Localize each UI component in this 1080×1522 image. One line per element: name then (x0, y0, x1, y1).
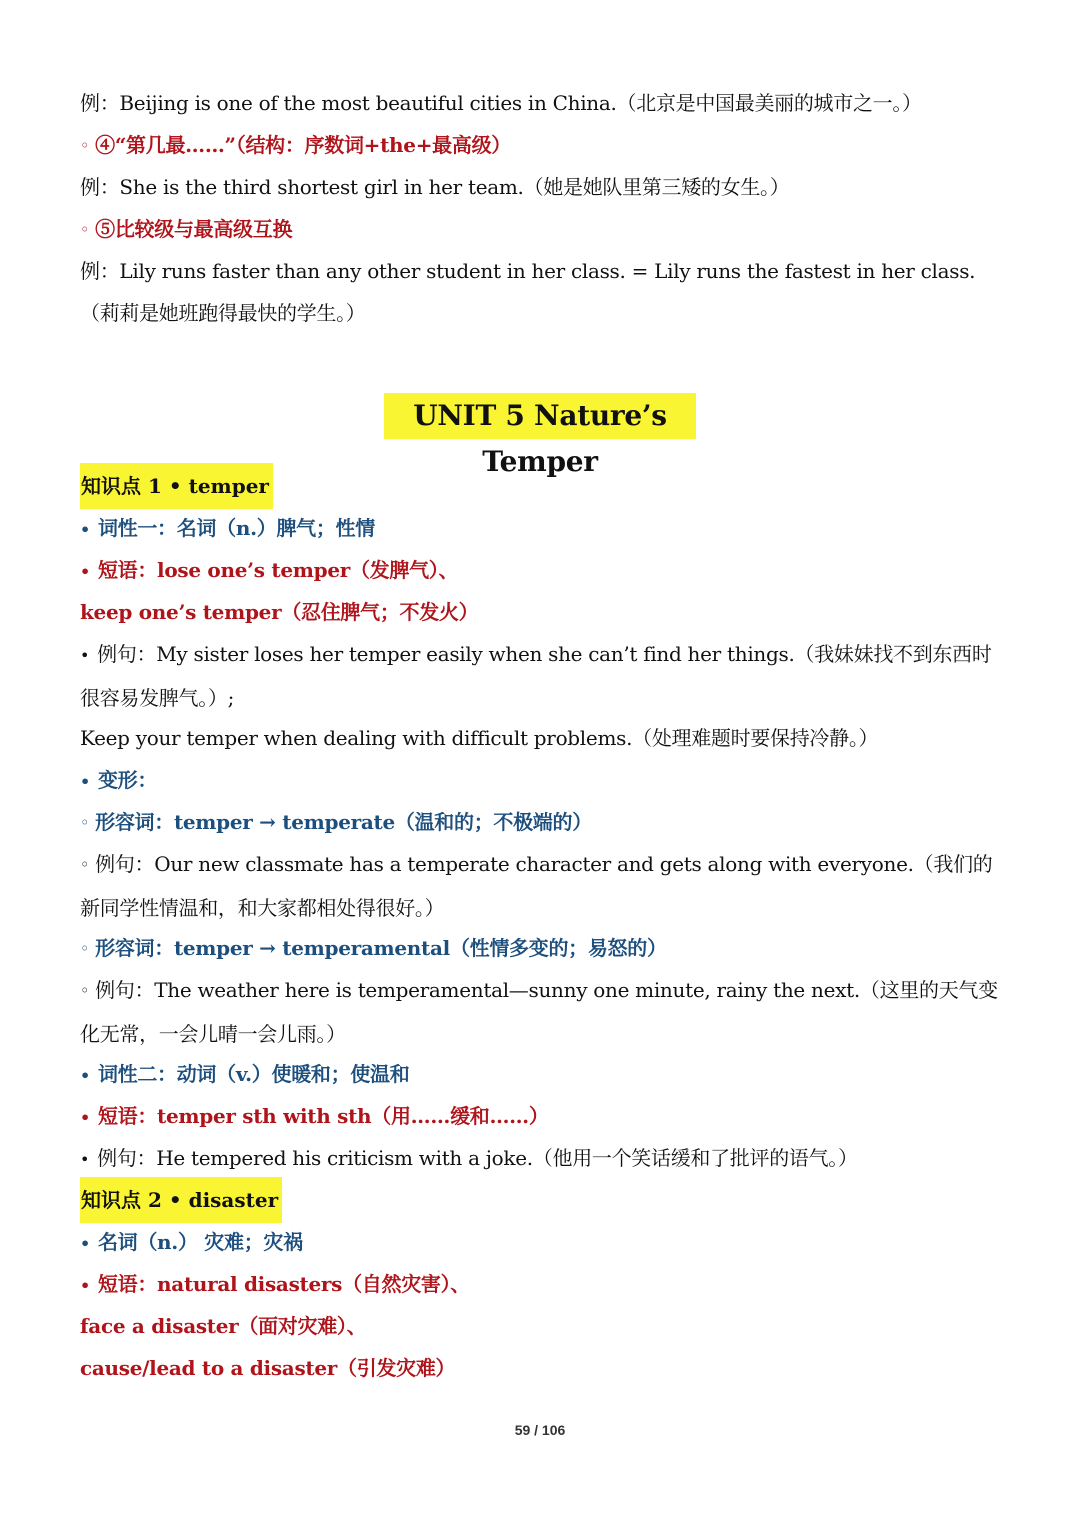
example-sentence (80, 633, 1010, 719)
knowledge-point-heading: 知识点 2 • disaster (80, 1177, 282, 1223)
rule-heading-text: ⑤比较级与最高级互换 (95, 217, 293, 241)
example-text: 例句：He tempered his criticism with a joke.（他用一个笑话缓和了批评的语气。） (97, 1146, 858, 1170)
phrase-line: cause/lead to a disaster（引发灾难） (80, 1356, 456, 1380)
phrase-line (80, 557, 1010, 585)
forms-heading-text: 变形： (97, 768, 158, 792)
part-of-speech-line (80, 1229, 1010, 1257)
unit-title: UNIT 5 Nature’s Temper (384, 393, 696, 439)
example-line: 例：Lily runs faster than any other student in her class. = Lily runs the fastest in her class.（莉莉是她班跑得最快的学生。） (80, 259, 976, 325)
circle-bullet-icon: ◦ (80, 939, 90, 958)
phrase-line (80, 1271, 1010, 1299)
derived-form-line (80, 809, 1010, 837)
rule-heading (80, 216, 1010, 244)
part-of-speech-line (80, 1061, 1010, 1089)
bullet-icon: • (80, 1066, 90, 1085)
phrase-text: 短语：natural disasters（自然灾害）、 (97, 1272, 470, 1296)
circle-bullet-icon: ◦ (80, 136, 90, 155)
bullet-icon: • (80, 520, 90, 539)
bullet-icon: • (80, 1276, 90, 1295)
example-sentence (80, 969, 1010, 1055)
example-line: 例：She is the third shortest girl in her team.（她是她队里第三矮的女生。） (80, 175, 790, 199)
part-of-speech-line (80, 515, 1010, 543)
bullet-icon: • (80, 1234, 90, 1253)
page-number: 59 / 106 (514, 1422, 566, 1438)
knowledge-point-heading: 知识点 1 • temper (80, 463, 273, 509)
phrase-text: 短语：lose one’s temper（发脾气）、 (97, 558, 459, 582)
part-of-speech-text: 名词（n.） 灾难；灾祸 (97, 1230, 303, 1254)
part-of-speech-text: 词性二：动词（v.）使暖和；使温和 (97, 1062, 410, 1086)
circle-bullet-icon: ◦ (80, 981, 90, 1000)
example-text: 例句：Our new classmate has a temperate character and gets along with everyone.（我们的新同学性情温和，和大家都相处得很好。） (80, 852, 993, 920)
circle-bullet-icon: ◦ (80, 220, 90, 239)
phrase-line: keep one’s temper（忍住脾气；不发火） (80, 600, 479, 624)
forms-heading (80, 767, 1010, 795)
bullet-icon: • (80, 562, 90, 581)
derived-form-text: 形容词：temper → temperamental（性情多变的；易怒的） (95, 936, 667, 960)
example-sentence (80, 1145, 1010, 1173)
rule-heading (80, 132, 1010, 160)
phrase-text: 短语：temper sth with sth（用……缓和……） (97, 1104, 549, 1128)
example-text: 例句：The weather here is temperamental—sunny one minute, rainy the next.（这里的天气变化无常，一会儿晴一会儿雨。） (80, 978, 998, 1046)
phrase-line: face a disaster（面对灾难）、 (80, 1314, 367, 1338)
part-of-speech-text: 词性一：名词（n.）脾气；性情 (97, 516, 375, 540)
derived-form-line (80, 935, 1010, 963)
circle-bullet-icon: ◦ (80, 813, 90, 832)
bullet-icon: • (80, 772, 90, 791)
bullet-icon: • (80, 1108, 90, 1127)
example-text: 例句：My sister loses her temper easily when she can’t find her things.（我妹妹找不到东西时很容易发脾气。）; (80, 642, 992, 710)
bullet-icon: • (80, 646, 90, 665)
rule-heading-text: ④“第几最……”（结构：序数词+the+最高级） (95, 133, 511, 157)
bullet-icon: • (80, 1150, 90, 1169)
circle-bullet-icon: ◦ (80, 855, 90, 874)
example-sentence (80, 843, 1010, 929)
example-sentence: Keep your temper when dealing with difficult problems.（处理难题时要保持冷静。） (80, 726, 879, 750)
example-line: 例：Beijing is one of the most beautiful cities in China.（北京是中国最美丽的城市之一。） (80, 91, 922, 115)
derived-form-text: 形容词：temper → temperate（温和的；不极端的） (95, 810, 592, 834)
phrase-line (80, 1103, 1010, 1131)
